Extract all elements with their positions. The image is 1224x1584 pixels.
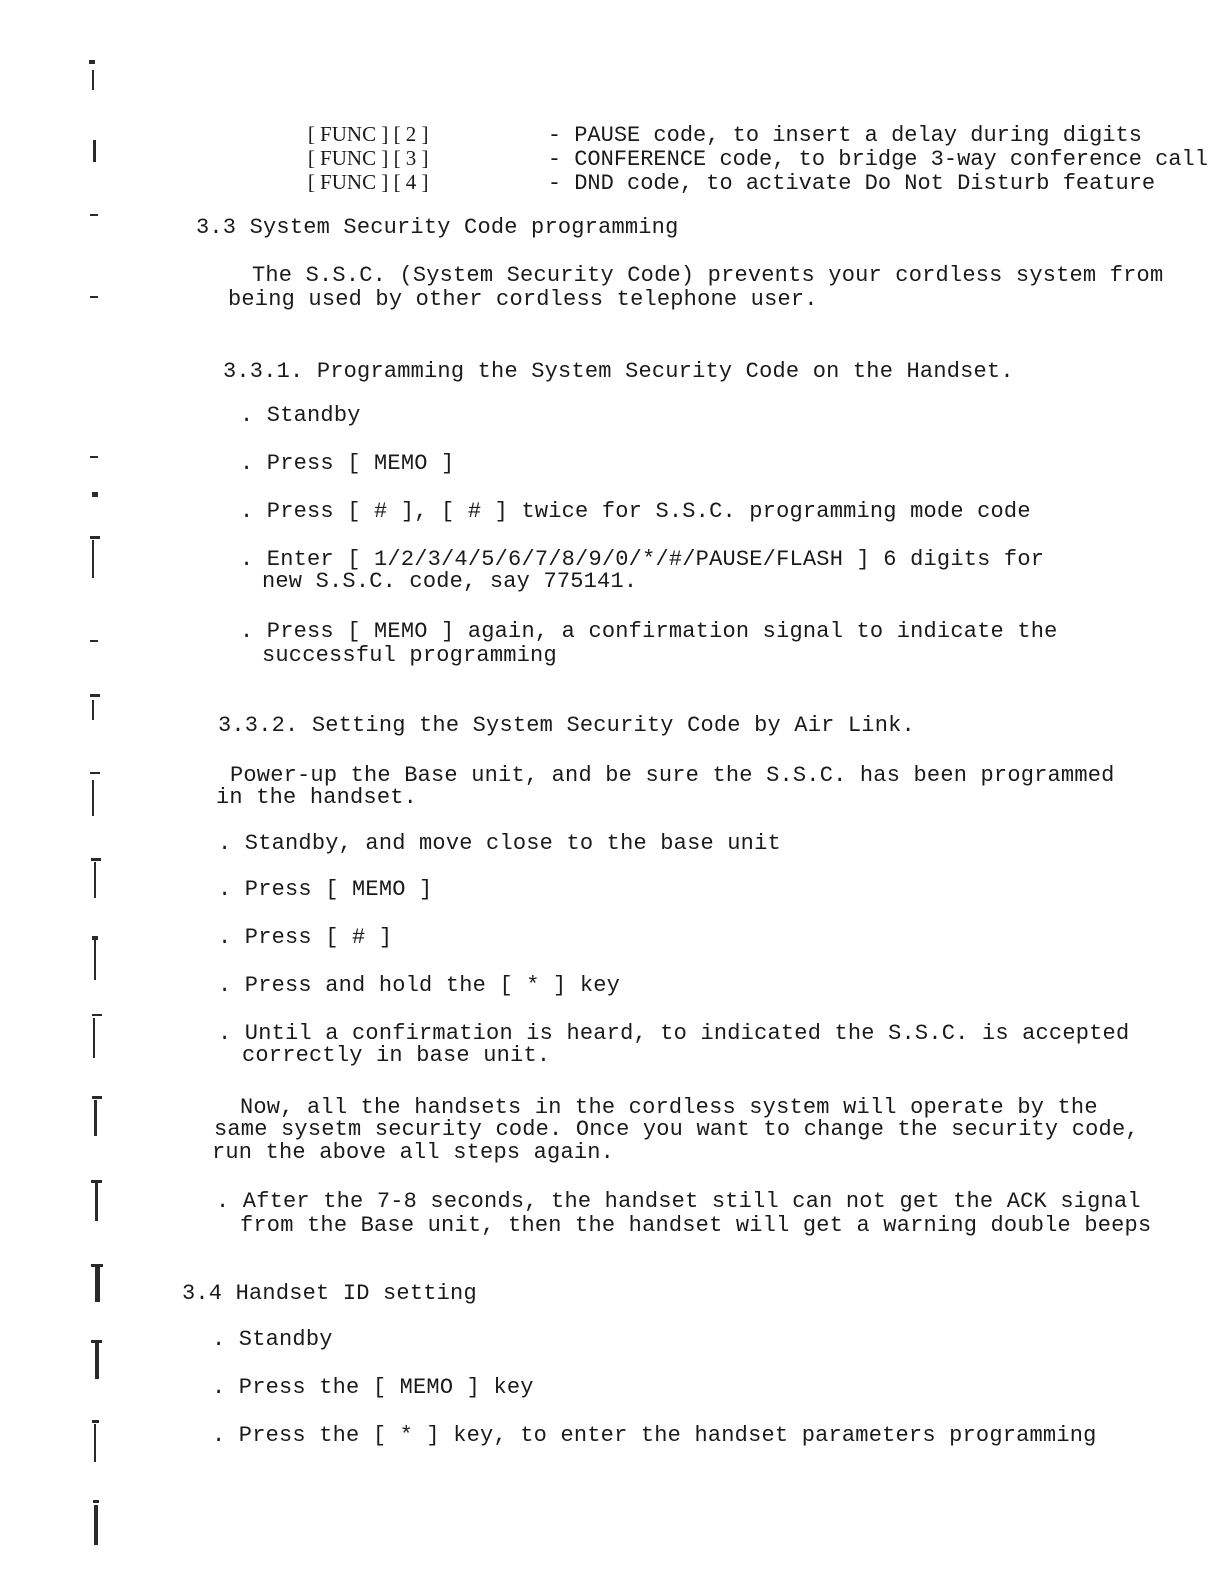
list-item-continuation: from the Base unit, then the handset will get a warning double beeps	[240, 1213, 1152, 1238]
section-heading: 3.3 System Security Code programming	[196, 215, 679, 240]
list-item-continuation: new S.S.C. code, say 775141.	[262, 569, 638, 594]
list-item: . Press [ MEMO ]	[240, 451, 455, 476]
paragraph-line: being used by other cordless telephone user.	[228, 287, 818, 312]
list-item: . Press [ # ]	[218, 925, 393, 950]
list-item: . Press [ # ], [ # ] twice for S.S.C. programming mode code	[240, 499, 1031, 524]
func-code-row	[255, 146, 1155, 220]
func-keys: [ FUNC ] [ 3 ]	[307, 146, 429, 170]
paragraph-line: Now, all the handsets in the cordless system will operate by the	[240, 1095, 1098, 1120]
func-keys: [ FUNC ] [ 2 ]	[307, 122, 429, 146]
func-keys: [ FUNC ] [ 4 ]	[307, 170, 429, 194]
list-item: . Standby	[212, 1327, 333, 1352]
func-desc: - PAUSE code, to insert a delay during digits	[547, 123, 1142, 148]
list-item: . Standby, and move close to the base unit	[218, 831, 781, 856]
list-item: . After the 7-8 seconds, the handset still can not get the ACK signal	[216, 1189, 1141, 1214]
paragraph-line: The S.S.C. (System Security Code) prevents your cordless system from	[252, 263, 1164, 288]
list-item: . Enter [ 1/2/3/4/5/6/7/8/9/0/*/#/PAUSE/FLASH ] 6 digits for	[240, 547, 1045, 572]
list-item: . Press [ MEMO ]	[218, 877, 433, 902]
list-item: . Standby	[240, 403, 361, 428]
func-desc: - DND code, to activate Do Not Disturb feature	[547, 171, 1156, 196]
list-item: . Press the [ MEMO ] key	[212, 1375, 534, 1400]
paragraph-line: Power-up the Base unit, and be sure the S.S.C. has been programmed	[230, 763, 1115, 788]
subsection-heading: 3.3.2. Setting the System Security Code by Air Link.	[218, 713, 915, 738]
paragraph-line: same sysetm security code. Once you want to change the security code,	[214, 1117, 1139, 1142]
func-desc: - CONFERENCE code, to bridge 3-way conference call	[547, 147, 1208, 172]
paragraph-line: run the above all steps again.	[212, 1140, 615, 1165]
list-item-continuation: correctly in base unit.	[242, 1043, 551, 1068]
list-item: . Press the [ * ] key, to enter the handset parameters programming	[212, 1423, 1097, 1448]
list-item-continuation: successful programming	[262, 643, 557, 668]
list-item: . Press [ MEMO ] again, a confirmation signal to indicate the	[240, 619, 1058, 644]
list-item: . Press and hold the [ * ] key	[218, 973, 621, 998]
list-item: . Until a confirmation is heard, to indicated the S.S.C. is accepted	[218, 1021, 1130, 1046]
section-heading: 3.4 Handset ID setting	[182, 1281, 477, 1306]
subsection-heading: 3.3.1. Programming the System Security Code on the Handset.	[223, 359, 1014, 384]
paragraph-line: in the handset.	[216, 785, 418, 810]
